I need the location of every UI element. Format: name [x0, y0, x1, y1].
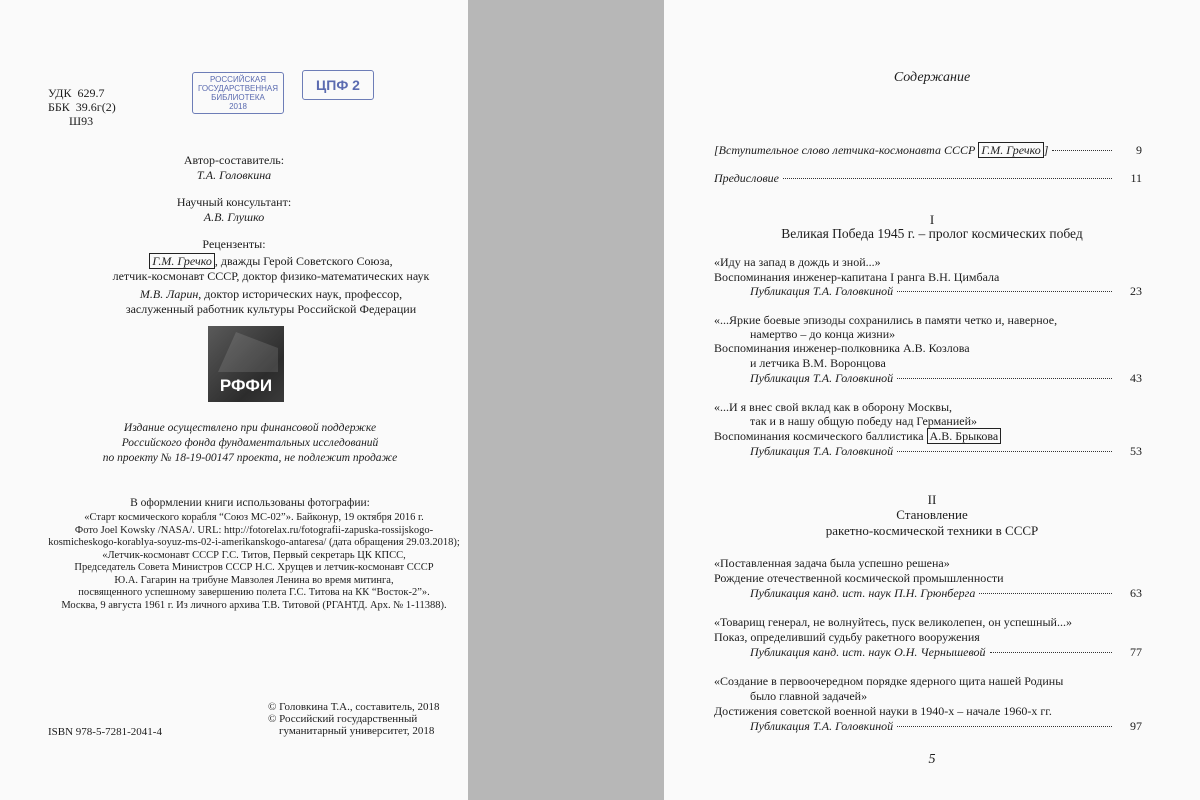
copyright-line: гуманитарный университет, 2018 [268, 725, 435, 737]
publication-label: Публикация канд. ист. наук О.Н. Чернышевой [750, 645, 986, 659]
entry-2-publication [750, 371, 1142, 386]
photo-credits [48, 512, 460, 612]
entry-3-name: А.В. Брыкова [927, 428, 1002, 444]
publication-label: Публикация Т.А. Головкиной [750, 444, 894, 458]
leader-dots [897, 726, 1112, 727]
reviewer-2-name: М.В. Ларин [139, 287, 199, 301]
entry-2-desc-line1: Воспоминания инженер-полковника А.В. Козлова [714, 341, 970, 355]
entry-4-desc: Рождение отечественной космической промышленности [714, 571, 1004, 585]
page-number: 11 [1130, 171, 1142, 185]
compiler-label: Автор-составитель: [183, 153, 285, 167]
photo-credit-line: «Летчик-космонавт СССР Г.С. Титов, Первый секретарь ЦК КПСС, [102, 549, 406, 561]
reviewer-1-title: , дважды Герой Советского Союза, [214, 254, 393, 268]
entry-1-quote: «Иду на запад в дождь и зной...» [714, 255, 881, 269]
library-stamp [192, 72, 284, 114]
entry-1-desc: Воспоминания инженер-капитана I ранга В.Н. Цимбала [714, 270, 1000, 284]
isbn: ISBN 978-5-7281-2041-4 [48, 726, 162, 738]
photo-credit-line: «Старт космического корабля “Союз МС-02”». Байконур, 19 октября 2016 г. [84, 512, 424, 523]
entry-3-desc-text: Воспоминания космического баллистика [714, 429, 927, 443]
toc-entry-intro [714, 143, 1142, 158]
section-2-number: II [927, 492, 937, 507]
right-page [664, 0, 1200, 800]
publication-label: Публикация Т.А. Головкиной [750, 371, 894, 385]
entry-5-quote: «Товарищ генерал, не волнуйтесь, пуск великолепен, он успешный...» [714, 615, 1072, 629]
entry-6-quote-line1: «Создание в первоочередном порядке ядерного щита нашей Родины [714, 674, 1064, 688]
entry-2-quote-line1: «...Яркие боевые эпизоды сохранились в памяти четко и, наверное, [714, 313, 1058, 327]
entry-4-publication [750, 586, 1142, 601]
leader-dots [897, 451, 1112, 452]
photo-credit-line: посвященного успешному завершению полета Г.С. Титова на КК “Восток-2”». [78, 587, 430, 598]
section-1-title: Великая Победа 1945 г. – пролог космических побед [781, 226, 1083, 241]
leader-dots [990, 652, 1112, 653]
page-number: 23 [1130, 284, 1142, 298]
copyright-line: © Головкина Т.А., составитель, 2018 [268, 701, 440, 713]
leader-dots [897, 291, 1112, 292]
page-number: 9 [1136, 143, 1142, 157]
rffi-logo [208, 326, 284, 402]
page-number: 63 [1130, 586, 1142, 600]
toc-entry-preface [714, 171, 1142, 186]
compiler-name: Т.А. Головкина [196, 168, 272, 182]
stamp-line: РОССИЙСКАЯ [210, 75, 266, 84]
left-page [0, 0, 468, 800]
funding-line: Издание осуществлено при финансовой поддержке [123, 422, 377, 434]
copyright-line: © Российский государственный [268, 713, 418, 725]
entry-5-publication [750, 645, 1142, 660]
section-2-title-line1: Становление [896, 507, 968, 522]
intro-text: [Вступительное слово летчика-космонавта СССР [714, 143, 979, 157]
reviewer-2-title: , доктор исторических наук, профессор, [198, 287, 403, 301]
section-2-title-line2: ракетно-космической техники в СССР [825, 523, 1039, 538]
cpf-stamp: ЦПФ 2 [302, 70, 374, 100]
funding-note [60, 421, 440, 466]
publication-label: Публикация Т.А. Головкиной [750, 284, 894, 298]
reviewer-2-honor: заслуженный работник культуры Российской Федерации [125, 302, 417, 316]
entry-3-quote-line1: «...И я внес свой вклад как в оборону Москвы, [714, 400, 953, 414]
leader-dots [783, 178, 1112, 179]
reviewer-1-name: Г.М. Гречко [149, 253, 214, 269]
leader-dots [897, 378, 1112, 379]
reviewers-label: Рецензенты: [202, 237, 266, 251]
logo-text: РФФИ [219, 376, 273, 395]
photo-credit-line: kosmicheskogo-korablya-soyuz-ms-02-i-amerikanskogo-antaresa/ (дата обращения 29.03.2018); [48, 537, 460, 548]
page-number: 97 [1130, 719, 1142, 733]
entry-3-desc [714, 429, 1001, 444]
stamp-line: ГОСУДАРСТВЕННАЯ [197, 84, 279, 93]
entry-5-desc: Показ, определивший судьбу ракетного вооружения [714, 630, 980, 644]
preface-label: Предисловие [714, 171, 780, 185]
entry-6-quote-line2: было главной задачей» [750, 689, 868, 703]
entry-1-publication [750, 284, 1142, 299]
funding-line: Российского фонда фундаментальных исследований [121, 437, 379, 449]
funding-line: по проекту № 18-19-00147 проекта, не подлежит продаже [102, 452, 398, 464]
photo-credit-line: Фото Joel Kowsky /NASA/. URL: http://fotorelax.ru/fotografii-zapuska-rossijskogo- [74, 524, 434, 536]
consultant-name: А.В. Глушко [203, 210, 265, 224]
entry-4-quote: «Поставленная задача была успешно решена» [714, 556, 950, 570]
intro-name: Г.М. Гречко [978, 142, 1043, 158]
copyright-block [268, 701, 468, 737]
scanner-gutter [468, 0, 664, 800]
toc-title: Содержание [893, 70, 971, 85]
page-number-footer: 5 [928, 752, 936, 767]
entry-3-publication [750, 444, 1142, 459]
photo-credit-line: Председатель Совета Министров СССР Н.С. Хрущев и летчик-космонавт СССР [74, 562, 434, 573]
photo-credit-line: Ю.А. Гагарин на трибуне Мавзолея Ленина во время митинга, [114, 574, 394, 586]
publication-label: Публикация Т.А. Головкиной [750, 719, 894, 733]
section-1-number: I [929, 212, 935, 227]
logo-graphic [218, 332, 278, 372]
intro-close: ] [1043, 143, 1049, 157]
entry-2-quote-line2: намертво – до конца жизни» [750, 327, 896, 341]
stamp-line: БИБЛИОТЕКА [211, 93, 265, 102]
reviewer-1-degree: летчик-космонавт СССР, доктор физико-математических наук [112, 269, 430, 283]
page-number: 53 [1130, 444, 1142, 458]
entry-6-publication [750, 719, 1142, 734]
page-number: 43 [1130, 371, 1142, 385]
page-number: 77 [1130, 645, 1142, 659]
entry-6-desc: Достижения советской военной науки в 1940-х – начале 1960-х гг. [714, 704, 1052, 718]
reviewer-2 [86, 287, 456, 317]
publication-label: Публикация канд. ист. наук П.Н. Грюнберга [750, 586, 976, 600]
reviewer-1 [86, 254, 456, 284]
photo-credit-line: Москва, 9 августа 1961 г. Из личного архива Т.В. Титовой (РГАНТД. Арх. № 1-11388). [61, 599, 447, 611]
stamp-line: 2018 [229, 102, 247, 111]
photos-title: В оформлении книги использованы фотографии: [130, 497, 370, 509]
entry-3-quote-line2: так и в нашу общую победу над Германией» [750, 414, 978, 428]
consultant-label: Научный консультант: [176, 195, 292, 209]
entry-2-desc-line2: и летчика В.М. Воронцова [750, 356, 886, 370]
leader-dots [979, 593, 1112, 594]
udk-bbk-codes: УДК 629.7 ББК 39.6г(2) Ш93 [48, 86, 116, 128]
leader-dots [1052, 150, 1112, 151]
